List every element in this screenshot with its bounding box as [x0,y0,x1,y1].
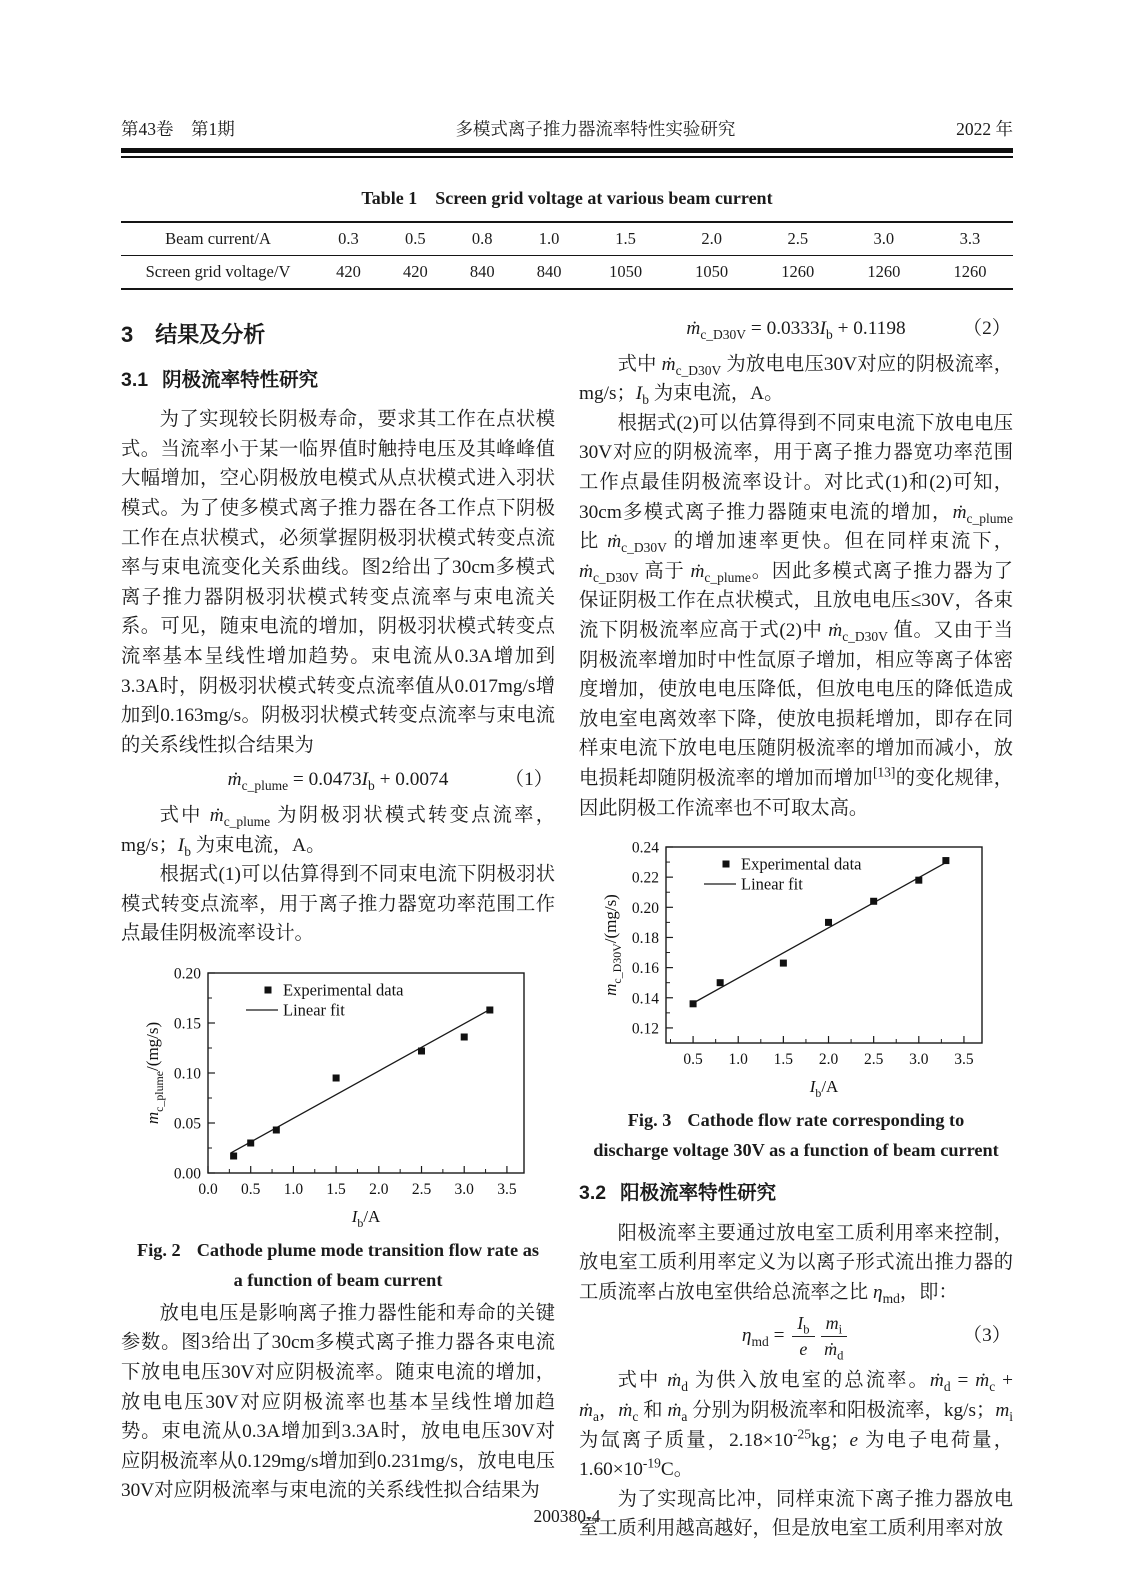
svg-text:3.5: 3.5 [954,1051,974,1069]
running-title: 多模式离子推力器流率特性实验研究 [455,119,736,139]
svg-text:0.20: 0.20 [631,899,659,917]
figure-2 [121,961,555,1295]
svg-text:Experimental data: Experimental data [741,854,862,874]
svg-text:2.0: 2.0 [818,1051,839,1069]
fig2-scatter-chart [142,961,534,1229]
figure-2-caption: Fig. 2 Cathode plume mode transition flow rate as a function of beam current [137,1239,539,1290]
svg-text:0.24: 0.24 [631,839,659,857]
table-cell: 420 [402,262,428,281]
svg-text:Ib/A: $I_b/A$ [809,1077,839,1100]
svg-text:0.14: 0.14 [631,990,659,1008]
table-cell: 1050 [609,262,643,281]
table-cell: 0.8 [471,229,493,248]
svg-text:0.05: 0.05 [173,1115,201,1133]
svg-text:0.18: 0.18 [631,930,659,948]
svg-text:0.15: 0.15 [173,1015,201,1033]
fraction-mi-over-md: $\frac{m_i}{ṁ_d}$ [821,1312,848,1360]
equation-1 [121,765,555,795]
svg-text:0.10: 0.10 [173,1065,201,1083]
paragraph: 式中 ṁ$_{c\_D30V}$ 为放电电压30V对应的阴极流率，mg/s；$I_b$ 为束电流，A。 [579,353,1013,408]
equation-3-body: $\eta_{md}$ = $\frac{I_b}{e}$ $\frac{m_i}{ṁ_d}$ [742,1325,850,1346]
paragraph: 放电电压是影响离子推力器性能和寿命的关键参数。图3给出了30cm多模式离子推力器各束电流下放电电压30V对应阴极流率。随束电流的增加，放电电压30V对应阴极流率也基本呈线性增加趋势。束电流从0.3A增加到3.3A时，放电电压30V对应阴极流率从0.129mg/s增加到0.231mg/s，放电电压30V对应阴极流率与束电流的关系线性拟合结果为 [121,1302,555,1502]
table-cell: 1.5 [615,229,636,248]
equation-2-number: （2） [962,318,1011,339]
paragraph: 为了实现较长阴极寿命，要求其工作在点状模式。当流率小于某一临界值时触持电压及其峰峰值大幅增加，空心阴极放电模式从点状模式进入羽状模式。为了使多模式离子推力器在各工作点下阴极工作在点状模式，必须掌握阴极羽状模式转变点流率与束电流变化关系曲线。图2给出了30cm多模式离子推力器阴极羽状模式转变点流率与束电流关系。可见，随束电流的增加，阴极羽状模式转变点流率基本呈线性增加趋势。束电流从0.3A增加到3.3A时，阴极羽状模式转变点流率值从0.017mg/s增加到0.163mg/s。阴极羽状模式转变点流率与束电流的关系线性拟合结果为 [121,409,555,756]
svg-text:0.5: 0.5 [683,1051,703,1069]
svg-text:0.00: 0.00 [173,1165,201,1183]
equation-2 [579,314,1013,344]
equation-1-body: ṁ$_{c\_plume}$ = $0.0473I_b + 0.0074$ [227,769,449,794]
header-rule-thick [121,148,1013,153]
equation-1-number: （1） [504,769,553,791]
svg-text:3.0: 3.0 [454,1180,474,1198]
table-1-block [121,188,1013,290]
table-row [121,222,1013,256]
svg-text:0.12: 0.12 [631,1020,659,1038]
page-header [121,0,1013,141]
right-column [579,312,1013,1544]
table-cell: 0.5 [405,229,426,248]
table-cell: 2.5 [787,229,809,248]
paragraph: 阳极流率主要通过放电室工质利用率来控制，放电室工质利用率定义为以离子形式流出推力器的工质流率占放电室供给总流率之比 $\eta_{md}$，即： [579,1222,1013,1306]
svg-text:0.16: 0.16 [631,960,659,978]
svg-text:1.5: 1.5 [326,1180,346,1198]
svg-text:3.5: 3.5 [497,1180,517,1198]
paragraph: 式中 ṁ$_{c\_plume}$ 为阴极羽状模式转变点流率，mg/s；$I_b$ 为束电流，A。 [121,804,555,859]
svg-text:1.5: 1.5 [773,1051,794,1069]
two-column-body [121,312,1013,1544]
section-heading-3: 3 结果及分析 [121,322,266,347]
table-cell: 3.0 [873,229,895,248]
equation-2-body: ṁ$_{c\_D30V}$ = $0.0333I_b + 0.1198$ [686,318,906,342]
table-cell: 1050 [695,262,729,281]
svg-text:0.5: 0.5 [241,1180,261,1198]
svg-text:0.0: 0.0 [198,1180,218,1198]
svg-text:2.0: 2.0 [369,1180,389,1198]
svg-text:0.20: 0.20 [173,965,201,983]
figure-3-caption: Fig. 3 Cathode flow rate corresponding to discharge voltage 30V as a function of beam current [593,1110,999,1161]
table-1-label: Table 1 [361,188,418,208]
paragraph: 为了实现高比冲，同样束流下离子推力器放电室工质利用越高越好，但是放电室工质利用率对放 [579,1488,1013,1540]
svg-text:Linear fit: Linear fit [283,1000,345,1020]
svg-text:Ib/A: $I_b/A$ [351,1206,381,1229]
page-number: 200380-4 [533,1506,601,1526]
svg-text:Linear fit: Linear fit [741,874,803,894]
paragraph: 根据式(2)可以估算得到不同束电流下放电电压30V对应的阴极流率，用于离子推力器宽功率范围工作点最佳阴极流率设计。对比式(1)和(2)可知，30cm多模式离子推力器随束电流的增加，ṁ$_{c\_plume}$ 比 ṁ$_{c\_D30V}$ 的增加速率更快。但在同样束流下，ṁ$_{c\_D30V}$ 高于 ṁ$_{c\_plume}$。因此多模式离子推力器为了保证阴极工作在点状模式，且放电电压≤30V，各束流下阴极流率应高于式(2)中 ṁ$_{c\_D30V}$ 值。又由于当阴极流率增加时中性氙原子增加，相应等离子体密度增加，使放电电压降低，但放电电压的降低造成放电室电离效率下降，使放电损耗增加，即存在同样束电流下放电电压随阴极流率的增加而减小，放电损耗却随阴极流率的增加而增加[13]的变化规律，因此阴极工作流率也不可取太高。 [579,412,1014,819]
table-cell: 840 [469,262,495,281]
table-row [121,256,1013,290]
paragraph: 根据式(1)可以估算得到不同束电流下阴极羽状模式转变点流率，用于离子推力器宽功率范围工作点最佳阴极流率设计。 [121,864,555,945]
table-cell: 1260 [953,262,987,281]
svg-text:0.22: 0.22 [631,869,659,887]
table-cell: 2.0 [701,229,722,248]
paragraph: 式中 ṁ$_d$ 为供入放电室的总流率。ṁ$_d$ = ṁ$_c$ + ṁ$_a$，ṁ$_c$ 和 ṁ$_a$ 分别为阴极流率和阳极流率，kg/s；$m_i$ 为氙离子质量，$2.18\times 10^{-25}kg$；e 为电子电荷量，$1.60\times 10^{-19}C$。 [579,1370,1014,1481]
journal-year: 2022 年 [956,119,1013,139]
fig3-scatter-chart [600,835,992,1099]
section-heading-3-2: 3.2 阳极流率特性研究 [579,1182,777,1205]
screen-grid-voltage-table [121,221,1013,290]
table-cell: 0.3 [338,229,359,248]
svg-text:3.0: 3.0 [909,1051,929,1069]
table-cell: 1260 [867,262,901,281]
svg-text:1.0: 1.0 [728,1051,748,1069]
table-cell: 840 [536,262,562,281]
table-cell: 1260 [781,262,815,281]
table-cell: 1.0 [538,229,560,248]
svg-text:Experimental data: Experimental data [283,980,404,1000]
fraction-Ib-over-e: $\frac{I_b}{e}$ [792,1312,814,1360]
row-label: Screen grid voltage/V [145,262,291,281]
table-cell: 420 [336,262,361,281]
svg-text:2.5: 2.5 [411,1180,432,1198]
svg-text:mc_D30V/(mg/s): $m_{c\_D30V}/(mg/s)$ [601,894,624,996]
svg-text:2.5: 2.5 [863,1051,884,1069]
figure-3 [579,835,1013,1165]
svg-text:mc_plume/(mg/s): $m_{c\_plume}/(mg/s)$ [143,1021,166,1125]
table-1-caption: Screen grid voltage at various beam current [435,188,773,208]
row-label: Beam current/A [165,229,271,248]
left-column [121,312,555,1544]
equation-3-number: （3） [962,1325,1011,1347]
equation-3 [579,1312,1013,1363]
journal-issue: 第43卷 第1期 [121,119,235,139]
section-heading-3-1: 3.1 阴极流率特性研究 [121,368,319,391]
svg-text:1.0: 1.0 [283,1180,304,1198]
header-rule-thin [121,156,1013,158]
table-cell: 3.3 [959,229,981,248]
table-1-title [121,188,1013,209]
